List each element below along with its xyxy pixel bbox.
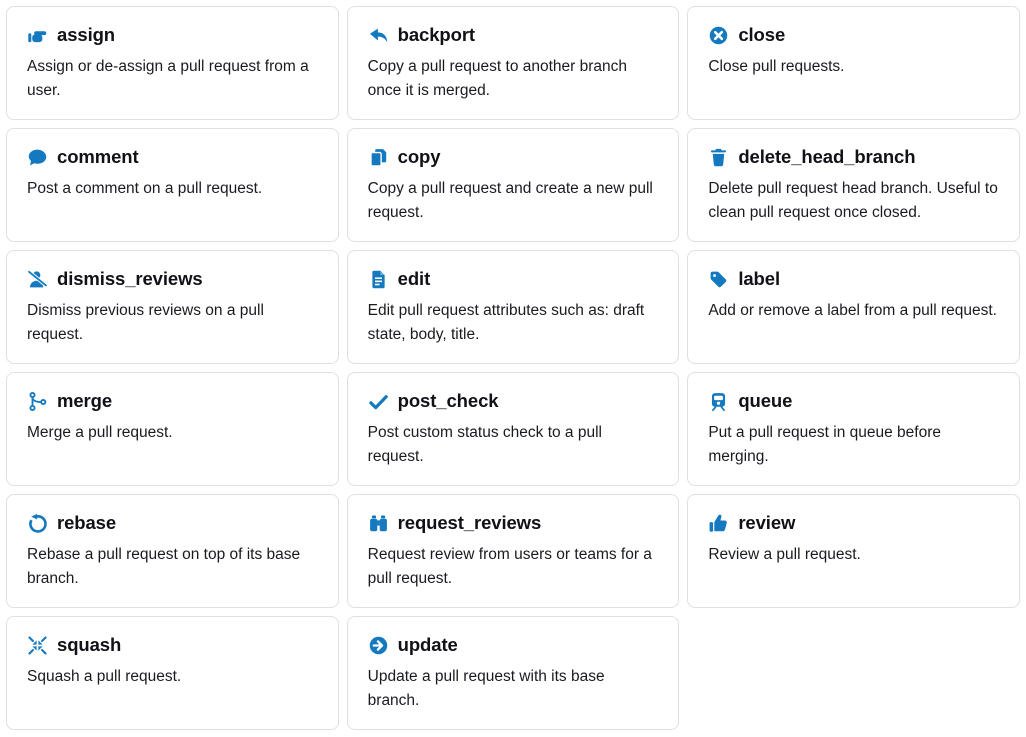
circle-x-icon bbox=[708, 25, 729, 46]
command-card-request_reviews[interactable] bbox=[347, 494, 680, 608]
command-card-header bbox=[27, 268, 318, 290]
command-card-review[interactable] bbox=[687, 494, 1020, 608]
command-card-copy[interactable] bbox=[347, 128, 680, 242]
command-card-header bbox=[27, 24, 318, 46]
command-title: review bbox=[738, 512, 796, 534]
command-card-comment[interactable] bbox=[6, 128, 339, 242]
command-title: comment bbox=[57, 146, 139, 168]
command-card-header bbox=[368, 390, 659, 412]
command-description: Put a pull request in queue before merging. bbox=[708, 424, 941, 466]
command-description: Update a pull request with its base branch. bbox=[367, 668, 605, 710]
command-title: delete_head_branch bbox=[738, 146, 916, 168]
command-title: merge bbox=[57, 390, 113, 412]
check-icon bbox=[368, 391, 389, 412]
command-description: Dismiss previous reviews on a pull request. bbox=[27, 302, 264, 344]
command-title: label bbox=[738, 268, 780, 290]
command-card-header bbox=[368, 512, 659, 534]
command-title: post_check bbox=[397, 390, 499, 412]
command-description: Copy a pull request to another branch once it is merged. bbox=[367, 58, 628, 100]
command-card-label[interactable] bbox=[687, 250, 1020, 364]
document-lines-icon bbox=[368, 269, 389, 290]
command-description: Squash a pull request. bbox=[27, 668, 182, 686]
copy-pages-icon bbox=[368, 147, 389, 168]
command-card-header bbox=[27, 390, 318, 412]
git-merge-icon bbox=[27, 391, 48, 412]
command-title: queue bbox=[738, 390, 793, 412]
command-card-backport[interactable] bbox=[347, 6, 680, 120]
command-card-header bbox=[708, 24, 999, 46]
trash-icon bbox=[708, 147, 729, 168]
circle-arrow-right-icon bbox=[368, 635, 389, 656]
command-card-update[interactable] bbox=[347, 616, 680, 730]
speech-bubble-icon bbox=[27, 147, 48, 168]
command-description: Copy a pull request and create a new pull request. bbox=[367, 180, 653, 222]
command-title: edit bbox=[397, 268, 431, 290]
command-description: Post custom status check to a pull request. bbox=[367, 424, 602, 466]
hand-point-right-icon bbox=[27, 25, 48, 46]
command-title: backport bbox=[397, 24, 475, 45]
command-description: Delete pull request head branch. Useful to clean pull request once closed. bbox=[708, 180, 998, 222]
command-description: Post a comment on a pull request. bbox=[27, 180, 263, 198]
command-title: request_reviews bbox=[397, 512, 542, 534]
commands-grid bbox=[6, 6, 1020, 730]
command-card-header bbox=[708, 390, 999, 412]
command-card-header bbox=[368, 634, 659, 656]
rotate-left-icon bbox=[27, 513, 48, 534]
command-description: Review a pull request. bbox=[708, 546, 861, 564]
command-description: Assign or de-assign a pull request from a user. bbox=[27, 58, 309, 100]
command-description: Request review from users or teams for a pull request. bbox=[367, 546, 652, 588]
command-card-header bbox=[27, 146, 318, 168]
command-card-header bbox=[708, 268, 999, 290]
command-description: Close pull requests. bbox=[708, 58, 845, 75]
command-title: copy bbox=[397, 146, 441, 168]
command-description: Merge a pull request. bbox=[27, 424, 173, 442]
command-title: assign bbox=[57, 24, 116, 45]
command-card-header bbox=[27, 634, 318, 656]
command-title: update bbox=[397, 634, 458, 656]
command-card-assign[interactable] bbox=[6, 6, 339, 120]
command-description: Add or remove a label from a pull request. bbox=[708, 302, 997, 320]
command-card-merge[interactable] bbox=[6, 372, 339, 486]
compress-arrows-icon bbox=[27, 635, 48, 656]
tag-icon bbox=[708, 269, 729, 290]
command-description: Rebase a pull request on top of its base branch. bbox=[27, 546, 301, 588]
command-card-squash[interactable] bbox=[6, 616, 339, 730]
train-icon bbox=[708, 391, 729, 412]
command-description: Edit pull request attributes such as: draft state, body, title. bbox=[367, 302, 645, 344]
command-card-queue[interactable] bbox=[687, 372, 1020, 486]
command-card-header bbox=[368, 268, 659, 290]
command-card-dismiss_reviews[interactable] bbox=[6, 250, 339, 364]
command-card-edit[interactable] bbox=[347, 250, 680, 364]
command-card-delete_head_branch[interactable] bbox=[687, 128, 1020, 242]
thumbs-up-icon bbox=[708, 513, 729, 534]
command-card-header bbox=[708, 146, 999, 168]
command-card-header bbox=[368, 24, 659, 46]
user-slash-icon bbox=[27, 269, 48, 290]
command-title: squash bbox=[57, 634, 122, 656]
command-card-rebase[interactable] bbox=[6, 494, 339, 608]
command-card-header bbox=[27, 512, 318, 534]
command-card-header bbox=[368, 146, 659, 168]
binoculars-icon bbox=[368, 513, 389, 534]
command-title: close bbox=[738, 24, 786, 45]
command-title: rebase bbox=[57, 512, 117, 534]
command-card-header bbox=[708, 512, 999, 534]
command-card-close[interactable] bbox=[687, 6, 1020, 120]
reply-arrow-icon bbox=[368, 25, 389, 46]
command-card-post_check[interactable] bbox=[347, 372, 680, 486]
command-title: dismiss_reviews bbox=[57, 268, 203, 290]
